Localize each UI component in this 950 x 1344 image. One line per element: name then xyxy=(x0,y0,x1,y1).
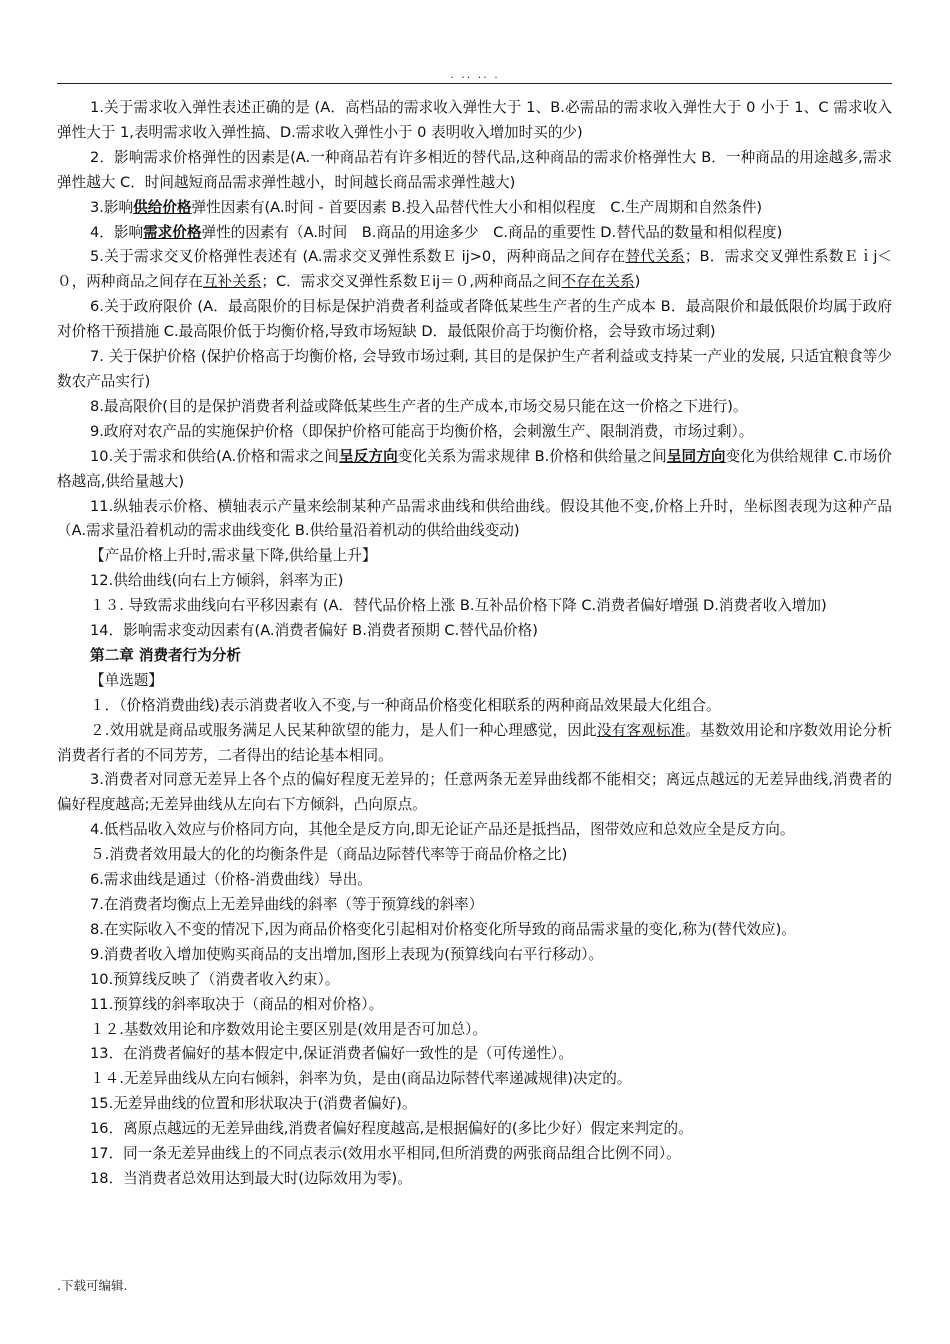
text-segment: 8.最高限价(目的是保护消费者利益或降低某些生产者的生产成本,市场交易只能在这一价格之下进行)。 xyxy=(90,397,748,415)
text-segment: 16．离原点越远的无差异曲线,消费者偏好程度越高,是根据偏好的(多比少好）假定来判定的。 xyxy=(90,1120,693,1138)
text-segment: １４.无差异曲线从左向右倾斜，斜率为负，是由(商品边际替代率递减规律)决定的。 xyxy=(90,1070,632,1088)
paragraph xyxy=(57,943,892,968)
text-segment: ５.消费者效用最大的化的均衡条件是（商品边际替代率等于商品价格之比) xyxy=(90,846,568,864)
text-segment: 15.无差异曲线的位置和形状取决于(消费者偏好)。 xyxy=(90,1095,417,1113)
text-segment: ；B．需求交叉弹性系数Ｅｉj＜０，两种商品之间存在 xyxy=(57,248,892,291)
paragraph xyxy=(57,1018,892,1043)
emphasized-text: 呈同方向 xyxy=(666,447,726,465)
paragraph xyxy=(57,1042,892,1067)
text-segment: 9.消费者收入增加使购买商品的支出增加,图形上表现为(预算线向右平行移动）。 xyxy=(90,945,604,963)
paragraph xyxy=(57,868,892,893)
text-segment: 1.关于需求收入弹性表述正确的是 (A．高档品的需求收入弹性大于 1、B.必需品的需求收入弹性大于 0 小于 1、C 需求收入弹性大于 1,表明需求收入弹性搞、D.需求收入弹性小于 0 表明收入增加时买的少) xyxy=(57,99,892,141)
emphasized-text: 供给价格 xyxy=(133,198,192,216)
paragraph xyxy=(57,569,892,594)
paragraph xyxy=(57,818,892,843)
paragraph xyxy=(57,445,892,495)
page-header-dots: . .. .. . xyxy=(450,68,500,81)
paragraph xyxy=(57,495,892,545)
text-segment: 7. 关于保护价格 (保护价格高于均衡价格, 会导致市场过剩, 其目的是保护生产者利益或支持某一产业的发展, 只适宜粮食等少数农产品实行) xyxy=(57,348,892,390)
emphasized-text: 不存在关系 xyxy=(561,273,635,291)
paragraph xyxy=(57,594,892,619)
text-segment: ２.效用就是商品或服务满足人民某种欲望的能力，是人们一种心理感觉，因此 xyxy=(90,721,597,739)
text-segment: 2．影响需求价格弹性的因素是(A.一种商品若有许多相近的替代品,这种商品的需求价格弹性大 B．一种商品的用途越多,需求弹性越大 C．时间越短商品需求弹性越小，时间越长商品需求弹性越大) xyxy=(57,148,892,191)
text-segment: 【单选题】 xyxy=(90,671,163,689)
text-segment: １．（价格消费曲线)表示消费者收入不变,与一种商品价格变化相联系的两种商品效果最大化组合。 xyxy=(90,696,721,714)
paragraph xyxy=(57,1167,892,1192)
paragraph xyxy=(57,768,892,818)
page-footer: .下载可编辑. xyxy=(57,1278,128,1293)
text-segment: 13．在消费者偏好的基本假定中,保证消费者偏好一致性的是（可传递性）。 xyxy=(90,1045,573,1063)
text-segment: 10.预算线反映了（消费者收入约束）。 xyxy=(90,970,340,988)
document-body xyxy=(57,96,892,1192)
paragraph xyxy=(57,420,892,445)
paragraph xyxy=(57,1142,892,1167)
text-segment: 6.需求曲线是通过（价格-消费曲线）导出。 xyxy=(90,871,372,889)
paragraph xyxy=(57,719,892,769)
paragraph xyxy=(57,968,892,993)
text-segment: 变化为供给规律 C.市场价格越高,供给量越大) xyxy=(57,447,892,490)
paragraph xyxy=(57,1067,892,1092)
text-segment: 5.关于需求交叉价格弹性表述有 (A.需求交叉弹性系数Ｅ ij>0，两种商品之间存在 xyxy=(90,248,626,266)
text-segment: 【产品价格上升时,需求量下降,供给量上升】 xyxy=(90,547,377,565)
paragraph xyxy=(57,893,892,918)
emphasized-text: 需求价格 xyxy=(143,223,202,241)
text-segment: 18．当消费者总效用达到最大时(边际效用为零)。 xyxy=(90,1169,412,1187)
emphasized-text: 互补关系 xyxy=(202,273,262,291)
paragraph xyxy=(57,221,892,246)
paragraph xyxy=(57,1117,892,1142)
paragraph xyxy=(57,196,892,221)
text-segment: 8.在实际收入不变的情况下,因为商品价格变化引起相对价格变化所导致的商品需求量的变化,称为(替代效应)。 xyxy=(90,920,796,938)
header-rule xyxy=(57,83,892,84)
text-segment: 12.供给曲线(向右上方倾斜，斜率为正) xyxy=(90,572,344,590)
paragraph xyxy=(57,146,892,196)
text-segment: 11.纵轴表示价格、横轴表示产量来绘制某种产品需求曲线和供给曲线。假设其他不变,价格上升时，坐标图表现为这种产品（A.需求量沿着机动的需求曲线变化 B.供给量沿着机动的供给曲线变动) xyxy=(57,497,892,540)
paragraph xyxy=(57,619,892,644)
chapter-heading xyxy=(57,644,892,669)
text-segment: 10.关于需求和供给(A.价格和需求之间 xyxy=(90,447,340,465)
text-segment: 弹性的因素有（A.时间 B.商品的用途多少 C.商品的重要性 D.替代品的数量和相似程度) xyxy=(201,223,783,241)
text-segment: 变化关系为需求规律 B.价格和供给量之间 xyxy=(397,447,667,465)
text-segment: １２.基数效用论和序数效用论主要区别是(效用是否可加总）。 xyxy=(90,1020,488,1038)
text-segment: １３. 导致需求曲线向右平移因素有 (A．替代品价格上涨 B.互补品价格下降 C.消费者偏好增强 D.消费者收入增加) xyxy=(90,597,827,615)
paragraph xyxy=(57,669,892,694)
text-segment: 11.预算线的斜率取决于（商品的相对价格）。 xyxy=(90,995,384,1013)
paragraph xyxy=(57,1092,892,1117)
text-segment: 14．影响需求变动因素有(A.消费者偏好 B.消费者预期 C.替代品价格) xyxy=(90,622,538,640)
emphasized-text: 替代关系 xyxy=(625,248,685,266)
paragraph xyxy=(57,843,892,868)
text-segment: 4.低档品收入效应与价格同方向，其他全是反方向,即无论证产品还是抵挡品，图带效应和总效应全是反方向。 xyxy=(90,821,795,839)
paragraph xyxy=(57,918,892,943)
text-segment: ) xyxy=(634,273,641,291)
text-segment: 7.在消费者均衡点上无差异曲线的斜率（等于预算线的斜率） xyxy=(90,896,484,913)
paragraph xyxy=(57,245,892,295)
text-segment: 弹性因素有(A.时间 - 首要因素 B.投入品替代性大小和相似程度 C.生产周期和自然条件) xyxy=(191,198,763,216)
text-segment: ；C．需求交叉弹性系数Ｅij＝０,两种商品之间 xyxy=(261,273,562,291)
text-segment: 3.影响 xyxy=(90,198,134,216)
text-segment: 。基数效用论和序数效用论分析消费者行者的不同芳芳，二者得出的结论基本相同。 xyxy=(57,721,892,764)
paragraph xyxy=(57,395,892,420)
text-segment: 6.关于政府限价 (A．最高限价的目标是保护消费者利益或者降低某些生产者的生产成本 B．最高限价和最低限价均属于政府对价格干预措施 C.最高限价低于均衡价格,导致市场短缺 D．最低限价高于均衡价格，会导致市场过剩) xyxy=(57,298,892,341)
emphasized-text: 呈反方向 xyxy=(339,447,398,465)
emphasized-text: 没有客观标准 xyxy=(596,721,686,739)
paragraph xyxy=(57,96,892,146)
paragraph xyxy=(57,345,892,395)
paragraph xyxy=(57,993,892,1018)
text-segment: 3.消费者对同意无差异上各个点的偏好程度无差异的；任意两条无差异曲线都不能相交；离远点越远的无差异曲线,消费者的偏好程度越高;无差异曲线从左向右下方倾斜，凸向原点。 xyxy=(57,771,892,814)
text-segment: 9.政府对农产品的实施保护价格（即保护价格可能高于均衡价格，会刺激生产、限制消费，市场过剩）。 xyxy=(90,422,754,440)
paragraph xyxy=(57,295,892,345)
text-segment: 17．同一条无差异曲线上的不同点表示(效用水平相同,但所消费的两张商品组合比例不同）。 xyxy=(90,1145,681,1163)
text-segment: 4．影响 xyxy=(90,223,144,241)
paragraph xyxy=(57,694,892,719)
paragraph xyxy=(57,544,892,569)
text-segment: 第二章 消费者行为分析 xyxy=(90,646,242,664)
